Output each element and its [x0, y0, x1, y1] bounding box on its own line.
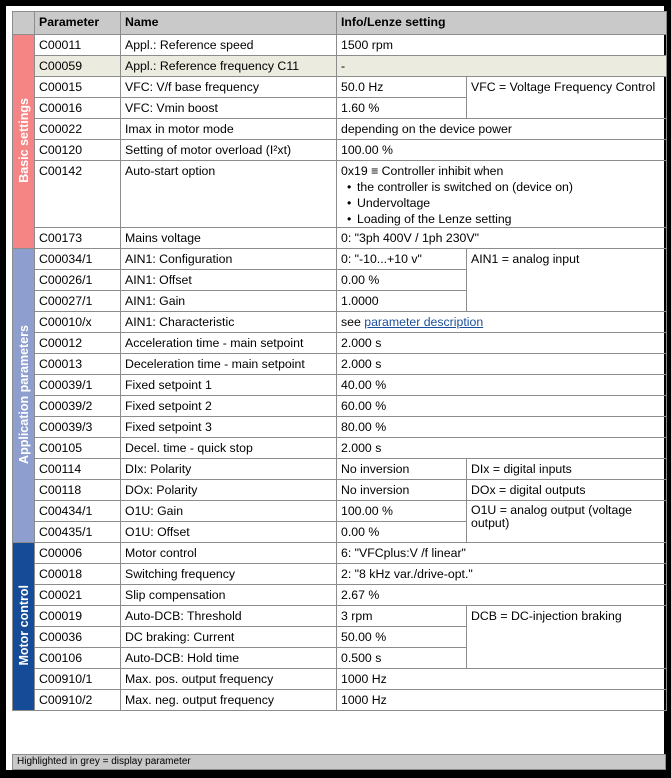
table-row — [13, 564, 667, 585]
table-row — [13, 161, 667, 228]
param-info: 0: "3ph 400V / 1ph 230V" — [337, 228, 667, 249]
header-info: Info/Lenze setting — [337, 12, 667, 35]
table-row — [13, 228, 667, 249]
table-row — [13, 77, 667, 98]
document-frame — [6, 6, 664, 770]
param-info: 6: "VFCplus:V /f linear" — [337, 543, 667, 564]
param-code: C00118 — [35, 480, 121, 501]
table-row — [13, 119, 667, 140]
param-code: C00106 — [35, 648, 121, 669]
param-code: C00021 — [35, 585, 121, 606]
list-item: • the controller is switched on (device on) — [357, 179, 662, 195]
table-row — [13, 585, 667, 606]
param-name: Switching frequency — [121, 564, 337, 585]
param-info: 50.0 Hz — [337, 77, 467, 98]
param-info: 0.500 s — [337, 648, 467, 669]
param-code: C00039/2 — [35, 396, 121, 417]
param-info: 1500 rpm — [337, 35, 667, 56]
parameter-description-link[interactable]: parameter description — [364, 315, 484, 329]
header-name: Name — [121, 12, 337, 35]
param-info: 2.67 % — [337, 585, 667, 606]
param-code: C00006 — [35, 543, 121, 564]
param-info: 1.60 % — [337, 98, 467, 119]
param-note: DCB = DC-injection braking — [467, 606, 667, 669]
param-code: C00910/1 — [35, 669, 121, 690]
section-motor-control: Motor control — [13, 543, 35, 711]
param-info: 0x19 ≡ Controller inhibit when — [341, 164, 504, 178]
param-code: C00036 — [35, 627, 121, 648]
param-code: C00114 — [35, 459, 121, 480]
param-name: Acceleration time - main setpoint — [121, 333, 337, 354]
param-name: Max. neg. output frequency — [121, 690, 337, 711]
table-row — [13, 354, 667, 375]
autostart-options — [341, 179, 662, 227]
section-basic-settings: Basic settings — [13, 35, 35, 249]
param-code: C00120 — [35, 140, 121, 161]
list-item: • Loading of the Lenze setting — [357, 211, 662, 227]
param-name: AIN1: Gain — [121, 291, 337, 312]
param-info: 100.00 % — [337, 140, 667, 161]
param-name: DOx: Polarity — [121, 480, 337, 501]
param-info: No inversion — [337, 480, 467, 501]
footnote: Highlighted in grey = display parameter — [12, 754, 666, 770]
param-name: Auto-DCB: Threshold — [121, 606, 337, 627]
param-code: C00026/1 — [35, 270, 121, 291]
param-name: AIN1: Offset — [121, 270, 337, 291]
param-code: C00435/1 — [35, 522, 121, 543]
param-code: C00142 — [35, 161, 121, 228]
param-info: 60.00 % — [337, 396, 667, 417]
param-name: Fixed setpoint 3 — [121, 417, 337, 438]
param-name: DIx: Polarity — [121, 459, 337, 480]
table-row — [13, 417, 667, 438]
param-name: O1U: Offset — [121, 522, 337, 543]
param-note: DOx = digital outputs — [467, 480, 667, 501]
section-application-parameters: Application parameters — [13, 249, 35, 543]
param-code: C00173 — [35, 228, 121, 249]
param-name: Decel. time - quick stop — [121, 438, 337, 459]
param-info: 0.00 % — [337, 270, 467, 291]
param-code: C00019 — [35, 606, 121, 627]
param-name: Auto-DCB: Hold time — [121, 648, 337, 669]
table-row — [13, 501, 667, 522]
param-info: 50.00 % — [337, 627, 467, 648]
param-code: C00015 — [35, 77, 121, 98]
param-code: C00039/1 — [35, 375, 121, 396]
table-row — [13, 333, 667, 354]
table-row-display-parameter — [13, 56, 667, 77]
param-info: 1000 Hz — [337, 669, 667, 690]
param-code: C00027/1 — [35, 291, 121, 312]
param-name: DC braking: Current — [121, 627, 337, 648]
table-row — [13, 396, 667, 417]
param-name: Max. pos. output frequency — [121, 669, 337, 690]
param-code: C00011 — [35, 35, 121, 56]
param-info: 1000 Hz — [337, 690, 667, 711]
table-row — [13, 312, 667, 333]
param-code: C00016 — [35, 98, 121, 119]
parameter-table — [12, 11, 667, 711]
param-code: C00022 — [35, 119, 121, 140]
param-note: DIx = digital inputs — [467, 459, 667, 480]
table-row — [13, 375, 667, 396]
table-row — [13, 480, 667, 501]
param-code: C00034/1 — [35, 249, 121, 270]
param-code: C00039/3 — [35, 417, 121, 438]
param-name: Imax in motor mode — [121, 119, 337, 140]
table-row — [13, 690, 667, 711]
param-info: No inversion — [337, 459, 467, 480]
param-note: O1U = analog output (voltage output) — [467, 501, 667, 543]
param-note: VFC = Voltage Frequency Control — [467, 77, 667, 119]
param-code: C00059 — [35, 56, 121, 77]
param-info: 3 rpm — [337, 606, 467, 627]
table-row — [13, 669, 667, 690]
param-name: Mains voltage — [121, 228, 337, 249]
param-name: Deceleration time - main setpoint — [121, 354, 337, 375]
param-code: C00010/x — [35, 312, 121, 333]
param-name: VFC: Vmin boost — [121, 98, 337, 119]
param-info: 2.000 s — [337, 438, 667, 459]
param-code: C00013 — [35, 354, 121, 375]
param-name: AIN1: Configuration — [121, 249, 337, 270]
param-info: 2.000 s — [337, 354, 667, 375]
param-info: 0: "-10...+10 v" — [337, 249, 467, 270]
param-info: see — [341, 315, 365, 329]
table-row — [13, 459, 667, 480]
param-name: Fixed setpoint 2 — [121, 396, 337, 417]
param-name: Slip compensation — [121, 585, 337, 606]
param-name: AIN1: Characteristic — [121, 312, 337, 333]
param-info: 100.00 % — [337, 501, 467, 522]
param-note: AIN1 = analog input — [467, 249, 667, 312]
param-name: Fixed setpoint 1 — [121, 375, 337, 396]
param-code: C00105 — [35, 438, 121, 459]
param-name: Setting of motor overload (I²xt) — [121, 140, 337, 161]
param-name: Appl.: Reference speed — [121, 35, 337, 56]
table-row — [13, 249, 667, 270]
table-row — [13, 35, 667, 56]
param-info: - — [337, 56, 667, 77]
table-row — [13, 543, 667, 564]
param-info-autostart — [337, 161, 667, 228]
table-row — [13, 140, 667, 161]
param-info: depending on the device power — [337, 119, 667, 140]
param-info: 80.00 % — [337, 417, 667, 438]
header-parameter: Parameter — [35, 12, 121, 35]
param-info: 0.00 % — [337, 522, 467, 543]
header-corner — [13, 12, 35, 35]
param-name: Appl.: Reference frequency C11 — [121, 56, 337, 77]
param-name: Motor control — [121, 543, 337, 564]
param-code: C00012 — [35, 333, 121, 354]
list-item: • Undervoltage — [357, 195, 662, 211]
param-name: O1U: Gain — [121, 501, 337, 522]
param-name: VFC: V/f base frequency — [121, 77, 337, 98]
param-code: C00434/1 — [35, 501, 121, 522]
param-info: 2: "8 kHz var./drive-opt." — [337, 564, 667, 585]
param-name: Auto-start option — [121, 161, 337, 228]
table-header — [13, 12, 667, 35]
table-row — [13, 606, 667, 627]
param-info: 2.000 s — [337, 333, 667, 354]
param-info-characteristic — [337, 312, 667, 333]
param-info: 40.00 % — [337, 375, 667, 396]
param-code: C00910/2 — [35, 690, 121, 711]
table-row — [13, 438, 667, 459]
param-code: C00018 — [35, 564, 121, 585]
param-info: 1.0000 — [337, 291, 467, 312]
